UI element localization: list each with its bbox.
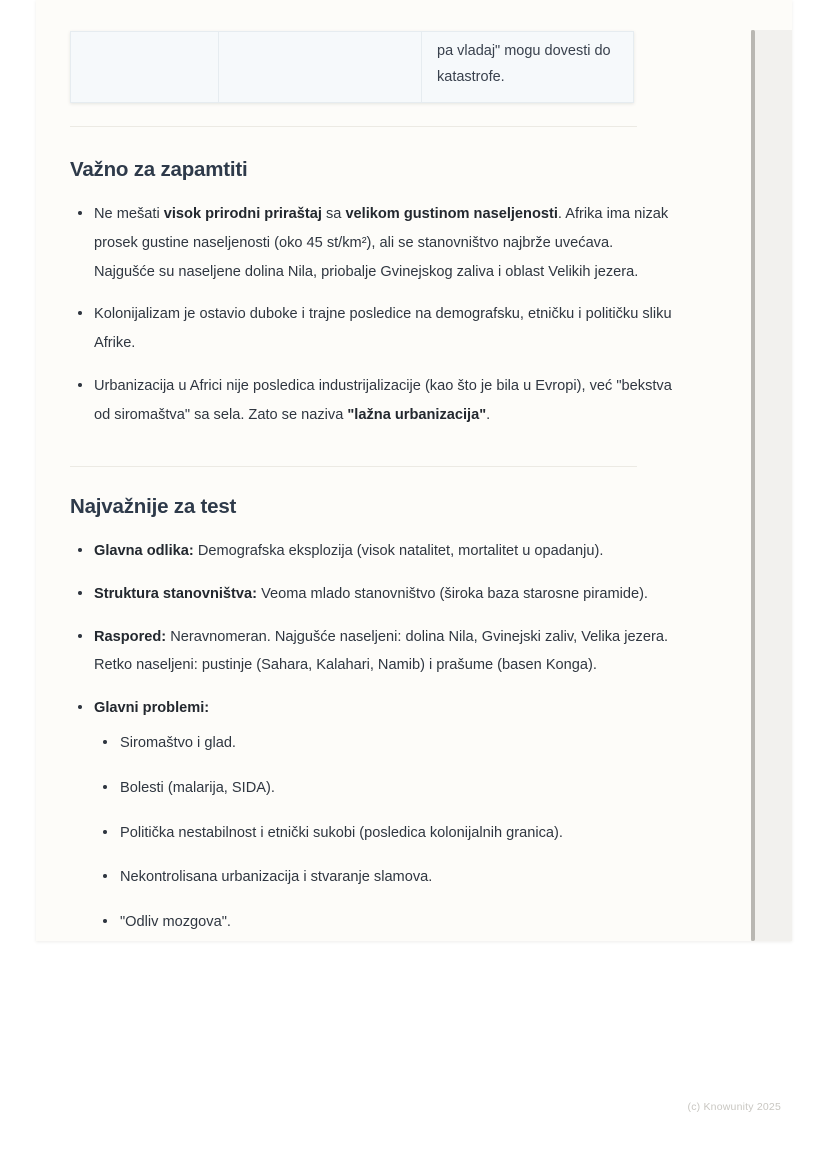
- text-run: Urbanizacija u Africi nije posledica industrijalizacije (kao što je bila u Evropi), već "bekstva od siromaštva" sa sela. Zato se naziva: [94, 377, 672, 423]
- list-item-text: [94, 629, 668, 674]
- nested-list-item: [94, 729, 672, 758]
- list-item: [70, 580, 672, 609]
- section-heading-vazno-za-zapamtiti: Važno za zapamtiti: [70, 158, 248, 181]
- list-item: [70, 300, 672, 358]
- text-run: Kolonijalizam je ostavio duboke i trajne posledice na demografsku, etničku i političku sliku Afrike.: [94, 306, 672, 352]
- nested-list-item-text: Siromaštvo i glad.: [120, 734, 236, 751]
- list-item-text: [94, 700, 209, 716]
- section-divider: [70, 126, 637, 127]
- bullet-list-vazno-za-zapamtiti: [70, 200, 672, 444]
- vertical-scrollbar[interactable]: [751, 30, 792, 941]
- text-run: Neravnomeran. Najgušće naseljeni: dolina Nila, Gvinejski zaliv, Velika jezera. Retko naseljeni: pustinje (Sahara, Kalahari, Namib) i prašume (basen Konga).: [94, 628, 669, 674]
- nested-list-item: [94, 774, 672, 803]
- table-cell: [219, 31, 422, 103]
- nested-list-item: [94, 863, 672, 892]
- section-divider: [70, 466, 637, 467]
- list-item: [70, 200, 672, 286]
- nested-list-item-text: "Odliv mozgova".: [120, 914, 231, 931]
- bullet-dot-icon: [103, 874, 107, 878]
- list-item-text: [94, 543, 603, 559]
- bold-text-run: Struktura stanovništva:: [94, 585, 258, 602]
- section-heading-najvaznije-za-test: Najvažnije za test: [70, 495, 237, 518]
- bullet-dot-icon: [103, 740, 107, 744]
- nested-list-item: [94, 819, 672, 848]
- text-run: Demografska eksplozija (visok natalitet, mortalitet u opadanju).: [193, 543, 604, 559]
- bold-text-run: Glavna odlika:: [94, 543, 194, 559]
- bullet-dot-icon: [78, 634, 82, 638]
- nested-list-item-text: Politička nestabilnost i etnički sukobi (posledica kolonijalnih granica).: [120, 824, 563, 841]
- bold-text-run: velikom gustinom naseljenosti: [345, 206, 558, 222]
- text-run: .: [486, 406, 491, 423]
- bullet-dot-icon: [78, 383, 82, 387]
- document-page: [36, 0, 792, 941]
- list-item: [70, 537, 672, 566]
- footer-copyright: (c) Knowunity 2025: [687, 1101, 781, 1113]
- text-run: sa: [321, 206, 346, 222]
- scrollbar-thumb[interactable]: [751, 30, 755, 941]
- bullet-dot-icon: [103, 830, 107, 834]
- list-item-text: [94, 378, 672, 423]
- list-item-text: [94, 586, 648, 602]
- bold-text-run: Glavni problemi:: [94, 700, 210, 717]
- bold-text-run: Raspored:: [94, 628, 167, 645]
- bullet-dot-icon: [78, 311, 82, 315]
- bold-text-run: "lažna urbanizacija": [347, 406, 487, 423]
- bold-text-run: visok prirodni priraštaj: [163, 206, 322, 222]
- bullet-dot-icon: [78, 591, 82, 595]
- table-cell: [70, 31, 219, 103]
- bullet-dot-icon: [78, 705, 82, 709]
- bullet-dot-icon: [103, 919, 107, 923]
- table-cell: pa vladaj" mogu dovesti do katastrofe.: [422, 31, 634, 103]
- table-fragment: [70, 31, 634, 103]
- bullet-dot-icon: [103, 785, 107, 789]
- bullet-list-najvaznije-za-test: [70, 537, 672, 953]
- list-item-text: [94, 306, 672, 351]
- text-run: . Afrika ima nizak prosek gustine naseljenosti (oko 45 st/km²), ali se stanovništvo najbrže uvećava. Najgušće su naseljene dolina Nila, priobalje Gvinejskog zaliva i oblast Velikih jezera.: [94, 206, 669, 280]
- text-run: Veoma mlado stanovništvo (široka baza starosne piramide).: [257, 585, 648, 602]
- nested-list-item-text: Bolesti (malarija, SIDA).: [120, 779, 275, 796]
- bullet-dot-icon: [78, 548, 82, 552]
- bullet-dot-icon: [78, 211, 82, 215]
- nested-list-item-text: Nekontrolisana urbanizacija i stvaranje slamova.: [120, 869, 433, 886]
- text-run: Ne mešati: [94, 206, 164, 222]
- list-item: [70, 372, 672, 430]
- nested-list-item: [94, 908, 672, 937]
- nested-bullet-list: [94, 729, 672, 937]
- list-item: [70, 623, 672, 681]
- list-item: [70, 694, 672, 937]
- list-item-text: [94, 206, 668, 280]
